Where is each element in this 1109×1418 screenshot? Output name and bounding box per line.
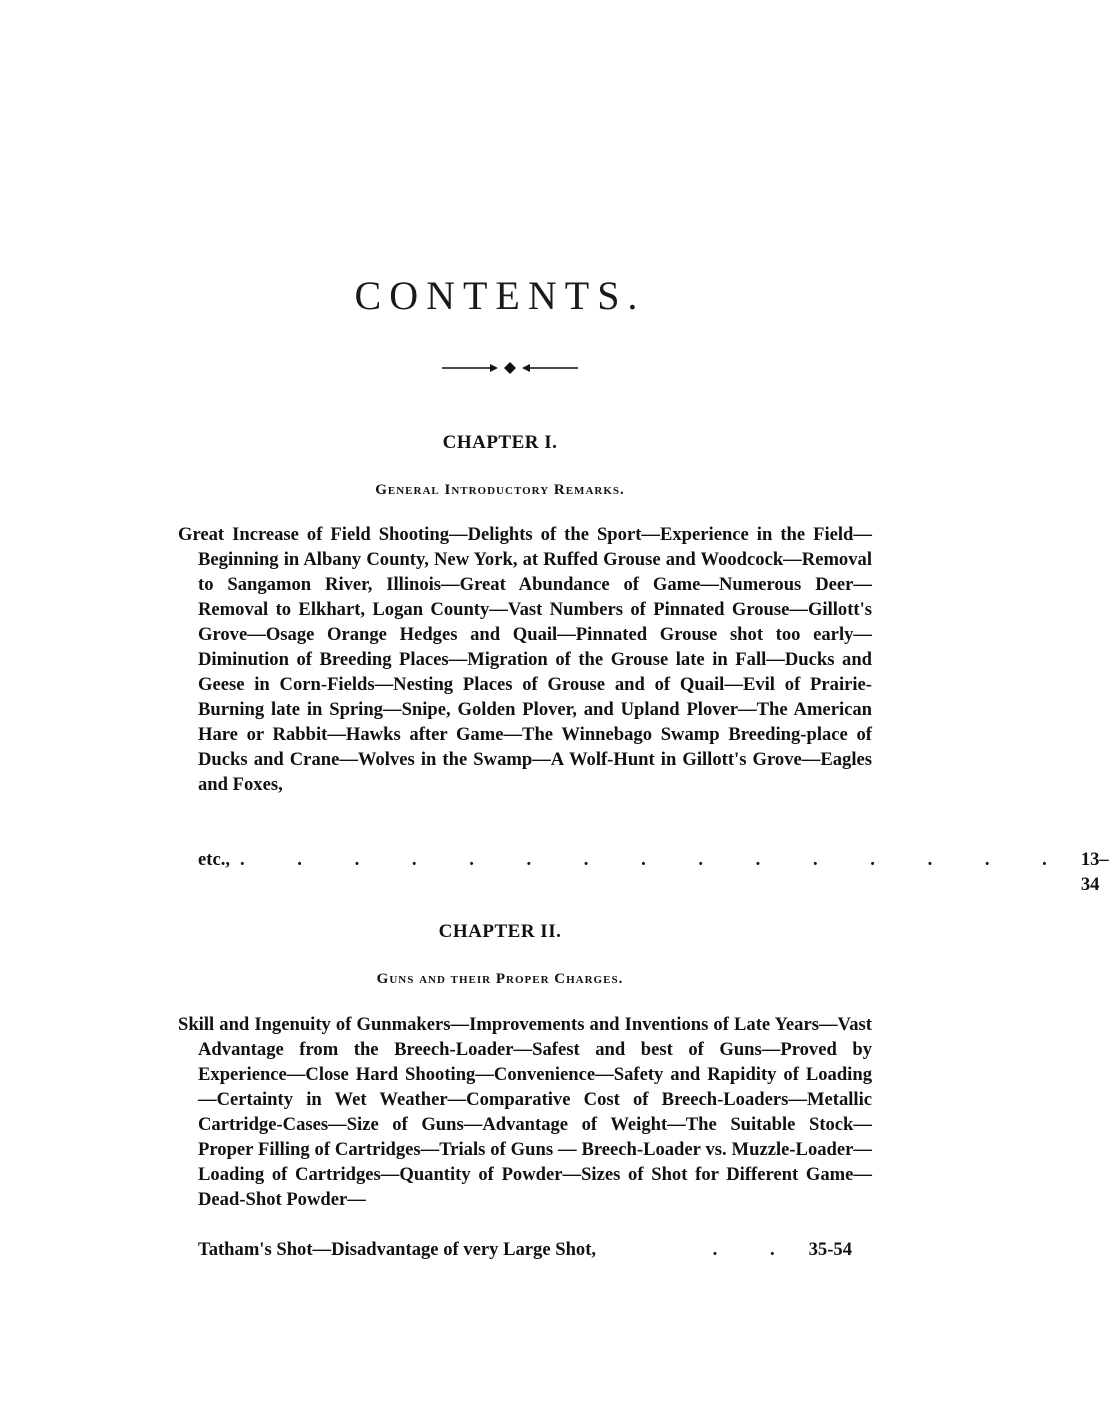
chapter-1-page-line — [198, 847, 1109, 897]
chapter-2-summary: Skill and Ingenuity of Gunmakers—Improvements and Inventions of Late Years—Vast Advantage from the Breech-Loader—Safest and best of Guns—Proved by Experience—Close Hard Shooting—Convenience—Safety and Rapidity of Loading—Certainty in Wet Weather—Comparative Cost of Breech-Loaders—Metallic Cartridge-Cases—Size of Guns—Advantage of Weight—The Suitable Stock—Proper Filling of Cartridges—Trials of Guns — Breech-Loader vs. Muzzle-Loader—Loading of Cartridges—Quantity of Powder—Sizes of Shot for Different Game—Dead-Shot Powder— — [178, 1014, 872, 1210]
chapter-2-heading: CHAPTER II. — [438, 921, 562, 942]
chapter-2-subtitle: Guns and their Proper Charges. — [376, 971, 624, 987]
page-title: CONTENTS. — [354, 273, 646, 318]
ornament-divider — [442, 360, 578, 376]
chapter-2-page-range: 35-54 — [808, 1239, 852, 1260]
chapter-1-subtitle: General Introductory Remarks. — [375, 482, 625, 498]
chapter-1-summary: Great Increase of Field Shooting—Delights of the Sport—Experience in the Field—Beginning in Albany County, New York, at Ruffed Grouse and Woodcock—Removal to Sangamon River, Illinois—Great Abundance of Game—Numerous Deer—Removal to Elkhart, Logan County—Vast Numbers of Pinnated Grouse—Gillott's Grove—Osage Orange Hedges and Quail—Pinnated Grouse shot too early—Diminution of Breeding Places—Migration of the Grouse late in Fall—Ducks and Geese in Corn-Fields—Nesting Places of Grouse and of Quail—Evil of Prairie-Burning late in Spring—Snipe, Golden Plover, and Upland Plover—The American Hare or Rabbit—Hawks after Game—The Winnebago Swamp Breeding-place of Ducks and Crane—Wolves in the Swamp—A Wolf-Hunt in Gillott's Grove—Eagles and Foxes, — [178, 524, 872, 795]
chapter-2-page-line — [198, 1237, 852, 1262]
chapter-2-last-word: Tatham's Shot—Disadvantage of very Large Shot, — [198, 1239, 597, 1260]
chapter-2-leader-dots: . . — [712, 1239, 799, 1260]
chapter-1-last-word: etc., — [198, 849, 230, 870]
chapter-1-leader-dots: . . . . . . . . . . . . . . . — [240, 849, 1071, 870]
chapter-1-page-range: 13–34 — [1080, 849, 1109, 895]
chapter-1-heading: CHAPTER I. — [442, 432, 558, 453]
